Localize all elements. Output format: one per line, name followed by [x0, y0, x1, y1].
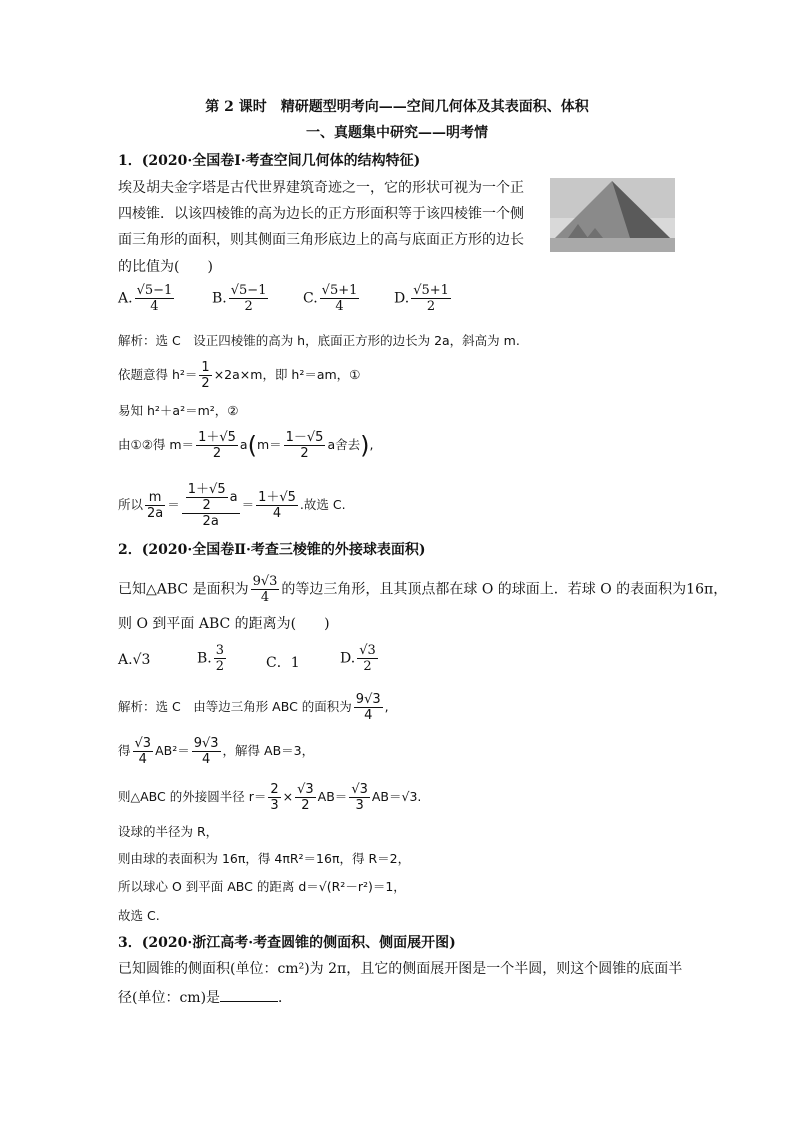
- answer-blank[interactable]: [220, 987, 278, 1002]
- q3-text-2: 径(单位：cm)是 ．: [118, 987, 292, 1008]
- q1-solution-5: 所以 $\frac{m}{2a}$ ＝ $\frac{1+√5}{2}$ a 2a ＝ $\frac{1+√5}{4}$ .故选 C.: [118, 482, 346, 529]
- q1-solution-1: 解析：选 C 设正四棱锥的高为 h，底面正方形的边长为 2a，斜高为 m.: [118, 333, 520, 348]
- q1-solution-3: 易知 h²＋a²＝m²，②: [118, 403, 239, 418]
- q1-option-d: D. $\frac{√5+1}{2}$: [394, 283, 449, 314]
- q2-solution-6: 所以球心 O 到平面 ABC 的距离 d＝√(R²－r²)＝1，: [118, 879, 406, 894]
- q2-solution-1: 解析：选 C 由等边三角形 ABC 的面积为 $\frac{9√3}{4}$ ,: [118, 692, 389, 723]
- q2-option-a: A.√3: [118, 652, 151, 668]
- q2-solution-7: 故选 C.: [118, 908, 160, 923]
- q2-option-d: D. $\frac{√3}{2}$: [340, 643, 376, 674]
- q1-option-c: C. $\frac{√5+1}{4}$: [303, 283, 358, 314]
- q1-option-b: B. $\frac{√5-1}{2}$: [212, 283, 267, 314]
- q3-text-1: 已知圆锥的侧面积(单位：cm²)为 2π，且它的侧面展开图是一个半圆，则这个圆锥的底面半: [118, 961, 683, 977]
- pyramid-image: [550, 178, 675, 252]
- q2-heading: 2．(2020·全国卷Ⅱ·考查三棱锥的外接球表面积): [118, 542, 426, 558]
- q2-option-c: C．1: [266, 655, 300, 671]
- q1-option-a: A. $\frac{√5-1}{4}$: [118, 283, 173, 314]
- q2-text-2: 则 O 到平面 ABC 的距离为( ): [118, 616, 330, 632]
- q1-solution-4: 由①②得 m＝ $\frac{1+√5}{2}$ a(m＝ $\frac{1-√5}{2}$ a舍去),: [118, 430, 374, 461]
- section-title: 一、真题集中研究——明考情: [306, 125, 488, 141]
- q1-heading: 1．(2020·全国卷Ⅰ·考查空间几何体的结构特征): [118, 153, 421, 169]
- q2-text-1: 已知△ABC 是面积为 $\frac{9√3}{4}$ 的等边三角形，且其顶点都在球 O 的球面上．若球 O 的表面积为16π，: [118, 574, 728, 605]
- q1-solution-2: 依题意得 h²＝ $\frac{1}{2}$ ×2a×m，即 h²＝am，①: [118, 360, 361, 391]
- q2-solution-4: 设球的半径为 R，: [118, 824, 219, 839]
- q1-text-1: 埃及胡夫金字塔是古代世界建筑奇迹之一，它的形状可视为一个正: [118, 180, 524, 196]
- q2-solution-2: 得 $\frac{√3}{4}$ AB²＝ $\frac{9√3}{4}$ ，解得 AB＝3，: [118, 736, 315, 767]
- q1-text-2: 四棱锥．以该四棱锥的高为边长的正方形面积等于该四棱锥一个侧: [118, 206, 524, 222]
- page-title: 第 2 课时 精研题型明考向——空间几何体及其表面积、体积: [205, 99, 589, 115]
- q1-text-4: 的比值为( ): [118, 259, 213, 275]
- q3-heading: 3．(2020·浙江高考·考查圆锥的侧面积、侧面展开图): [118, 935, 456, 951]
- q1-text-3: 面三角形的面积，则其侧面三角形底边上的高与底面正方形的边长: [118, 232, 524, 248]
- q2-option-b: B. $\frac{3}{2}$: [197, 643, 225, 674]
- q2-solution-3: 则△ABC 的外接圆半径 r＝ $\frac{2}{3}$ × $\frac{√3}{2}$ AB＝ $\frac{√3}{3}$ AB＝√3.: [118, 782, 422, 813]
- q2-solution-5: 则由球的表面积为 16π，得 4πR²＝16π，得 R＝2，: [118, 851, 411, 866]
